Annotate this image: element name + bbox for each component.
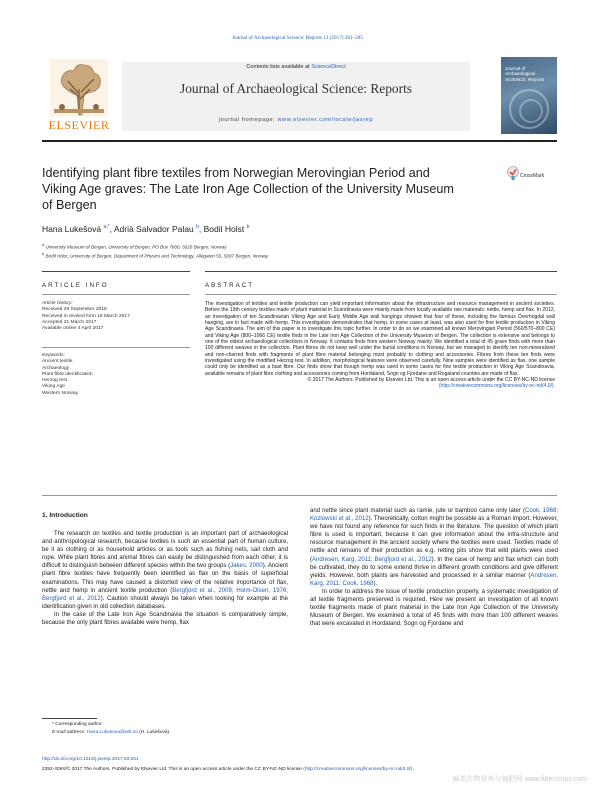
issn-line: [42, 767, 562, 772]
keywords-block: [42, 353, 182, 397]
running-head[interactable]: Journal of Archaeological Science: Reports 13 (2017) 281–285: [232, 35, 363, 41]
keyword[interactable]: Ancient textile: [42, 359, 73, 365]
homepage-prefix: journal homepage:: [218, 117, 278, 123]
publisher-wordmark: ELSEVIER: [48, 118, 110, 132]
elsevier-logo[interactable]: [42, 57, 116, 134]
author-name[interactable]: Hana Lukešová: [42, 224, 102, 234]
author-marks[interactable]: a,*: [103, 224, 110, 231]
doi-link[interactable]: http://dx.doi.org/10.1016/j.jasrep.2017.03.051: [42, 757, 139, 762]
article-info-top-rule: [42, 271, 190, 272]
abstract-bottom-rule: [42, 495, 557, 496]
abstract-text: The investigation of textiles and textile production can yield important information about the infrastructure and resource management in ancient societies. Before the 19th century textiles made of plant material in Scandinavia were mainly made from locally available raw materials: nettle, hemp and flax. In 2012, an investigation of ten Scandinavian Viking Age and Early Middle Age wall hangings showed that four of these, including the famous Överhogdal wall hanging, are in fact made with hemp. This investigation demonstrates that hemp, in some cases at least, was also used for fine textile production in Viking Age Scandinavia. The aim of this paper is to investigate this topic further. In order to do so we examined all known Merovingian Period (560/570–800 CE) and Viking Age (800–1066 CE) textile finds in the Late Iron Age Collection of the University Museum of Bergen. The collection is extensive and belongs to one of the oldest archaeological collections in Norway. It contains finds from western Norway mainly. We identified a total of 45 grave finds with more than 100 different weaves in the collection. Plant fibres do not keep well under the burial conditions in Norway, but we managed to identify ten non-mineralized and non-charred finds with fragments of plant fibre material belonging most probably to clothing and accessories. Fibres from these ten finds were investigated using the modified Herzog test. In addition, morphological features were observed carefully. Nine samples were identified as flax, one sample could only be identified as a bast fibre. Our finds show that though hemp was used in some cases for fine textile production in Viking Age Scandinavia, available remains of plant fibre clothing and accessories coming from Hordaland, Sogn og Fjordane and Rogaland counties are made of flax.: [205, 301, 555, 377]
keyword[interactable]: Western Norway: [42, 390, 79, 396]
keyword[interactable]: Plant fibre identification: [42, 371, 93, 377]
cover-title: Journal of Archaeological SCIENCE: Reports: [505, 66, 545, 82]
homepage-link[interactable]: www.elsevier.com/locate/jasrep: [277, 117, 374, 123]
affiliation-text: Bodil Holst, University of Bergen, Department of Physics and Technology, Allégaten 55, 5007 Bergen, Norway: [45, 253, 269, 259]
affiliation-mark: b: [42, 251, 45, 256]
keyword[interactable]: Viking Age: [42, 384, 66, 390]
article-info-heading: ARTICLE INFO: [42, 282, 109, 289]
issn-license-link[interactable]: (http://creativecommons.org/licenses/by-nc-nd/4.0/): [303, 767, 413, 772]
footnote-mark: *: [52, 722, 54, 727]
citation-link[interactable]: Bergfjord et al., 2009; Holm-Olsen, 1976; Bergfjord et al., 2012: [42, 587, 288, 602]
masthead: [122, 62, 470, 131]
email-note: [52, 730, 282, 735]
keywords-label: Keywords:: [42, 353, 65, 358]
license-text: © 2017 The Authors. Published by Elsevier Ltd. This is an open access article under the CC BY-NC-ND license: [307, 377, 555, 384]
elsevier-tree-icon: [50, 59, 108, 117]
crossmark-icon: [507, 166, 519, 181]
abstract-license: [205, 377, 555, 390]
cover-rings-graphic: [509, 89, 549, 129]
body-paragraph: [42, 530, 288, 611]
email-link[interactable]: Hana.Lukesova@uib.no: [86, 730, 138, 735]
affiliation-b: [42, 251, 542, 259]
body-text: The research on textiles and textile production is an important part of archaeological and anthropological research, because textiles is such an essential part of human culture, be it as clothing or as household articles or as tools such as fishing nets, sail cloth and rope. While plant fibres and animal fibres can easily be distinguished from each other, it is difficult to distinguish between different species within the two groups (: [42, 531, 288, 570]
article-history: [42, 301, 182, 332]
body-left-column: [42, 530, 288, 627]
footnote-rule: [42, 718, 97, 719]
issn-suffix: .: [412, 767, 414, 772]
history-item: Received 29 September 2016: [42, 307, 107, 313]
contents-line: [122, 64, 470, 70]
body-text: ). Ancient plant fibre textiles have frequently been identified as flax on the basis of superficial examinations. This may have caused a distorted view of the relative importance of flax, nettle and hemp in ancient textile production (: [42, 563, 288, 594]
body-text: ). Theoretically, cotton might be possible as a Roman import. However, we have not found any reference for such finds in the literature. The question of which plant fibre is used is important, because it can give information about the infra-structure and resource management in the ancient society where the textiles were used. Textiles made of nettle and remains of their production as e.g. retting pits show that wild plants were used (: [310, 516, 558, 563]
citation-link[interactable]: Andresen, Karg, 2011; Cook, 1968: [310, 572, 558, 587]
author-marks[interactable]: b: [196, 224, 199, 231]
author-name[interactable]: Bodil Holst: [203, 224, 245, 234]
abstract-body: [205, 301, 555, 390]
body-text: In order to address the issue of textile production properly, a systematic investigation of all textile fragments preserved is required. Here we present an investigation of all known textile fragments made of plant material in the Late Iron Age Collection of the University Museum of Bergen. We examined a total of 45 finds with more than 100 different weaves that were excavated in Hordaland, Sogn og Fjordane and: [310, 588, 558, 628]
history-item: Available online 4 April 2017: [42, 326, 104, 332]
body-text: ). Caution should always be taken when looking for example at the identification given in old collection databases.: [42, 595, 288, 610]
article-title: Identifying plant fibre textiles from Norwegian Merovingian Period and Viking Age graves: The Late Iron Age Collection of the University Museum of Bergen: [42, 166, 454, 212]
body-text: ).: [373, 580, 378, 587]
journal-banner: [42, 57, 557, 134]
journal-title: Journal of Archaeological Science: Reports: [179, 81, 413, 96]
body-right-column: [310, 507, 558, 628]
body-paragraph: [310, 588, 558, 628]
body-paragraph: [310, 507, 558, 588]
abstract-sub-rule: [205, 294, 557, 295]
license-link[interactable]: (http://creativecommons.org/licenses/by-nc-nd/4.0/).: [438, 383, 555, 390]
affiliation-text: University Museum of Bergen, University of Bergen, PO Box 7800, 5020 Bergen, Norway: [45, 244, 227, 250]
citation-link[interactable]: Jakes, 2000: [230, 563, 263, 570]
corresponding-author-note: [52, 722, 282, 727]
section-heading: 1. Introduction: [42, 512, 88, 519]
article-info-sub-rule: [42, 294, 190, 295]
abstract-heading: ABSTRACT: [205, 282, 255, 289]
citation-link[interactable]: Cook, 1968; Kozlowski et al., 2012: [310, 508, 559, 523]
crossmark-badge[interactable]: [507, 165, 547, 187]
affiliation-mark: a: [42, 242, 45, 247]
author-list: Hana Lukešová $^{a,*}$, Adrià Salvador Palau $^b$, Bodil Holst $^b$: [42, 224, 250, 234]
issn-text: 2352-409X/© 2017 The Authors. Published by Elsevier Ltd. This is an open access article under the CC BY-NC-ND license: [42, 767, 304, 772]
crossmark-label: CrossMark: [520, 173, 545, 179]
article-info-mid-rule: [42, 347, 190, 348]
email-label: E-mail address:: [52, 730, 87, 735]
citation-link[interactable]: Andresen, Karg, 2011; Bergfjord et al., 2012: [312, 556, 432, 563]
abstract-top-rule: [205, 271, 557, 272]
banner-divider: [42, 140, 557, 142]
affiliation-a: [42, 242, 542, 250]
sciencedirect-link[interactable]: ScienceDirect: [311, 64, 346, 70]
keyword[interactable]: Herzog test: [42, 378, 68, 384]
history-item: Received in revised form 16 March 2017: [42, 313, 130, 319]
author-name[interactable]: Adrià Salvador Palau: [113, 224, 194, 234]
body-paragraph: [42, 611, 288, 627]
email-suffix: (H. Lukešová).: [137, 730, 171, 735]
body-text: ). In the case of hemp and flax which can both be cultivated, they do to some extend thrive in different growth conditions and give different yields. However, both plants are harvested and processed in a similar manner (: [310, 556, 558, 579]
body-text: and nettle since plant material such as ramie, jute or bamboo came only later (: [310, 508, 526, 514]
journal-cover-image[interactable]: [501, 57, 557, 134]
author-marks[interactable]: b: [246, 224, 250, 231]
corresponding-label: Corresponding author.: [55, 722, 103, 727]
history-label: Article history:: [42, 301, 73, 306]
contents-prefix: Contents lists available at: [246, 64, 312, 70]
homepage-line: [122, 117, 470, 123]
site-watermark: 麻类作物营养与施肥网 www.fibercrops.com: [452, 776, 587, 783]
keyword[interactable]: Archaeology: [42, 365, 70, 371]
body-text: In the case of the Late Iron Age Scandinavia the situation is comparatively simple, because the only plant fibres available were hemp, flax: [42, 611, 288, 627]
history-item: Accepted 21 March 2017: [42, 319, 97, 325]
